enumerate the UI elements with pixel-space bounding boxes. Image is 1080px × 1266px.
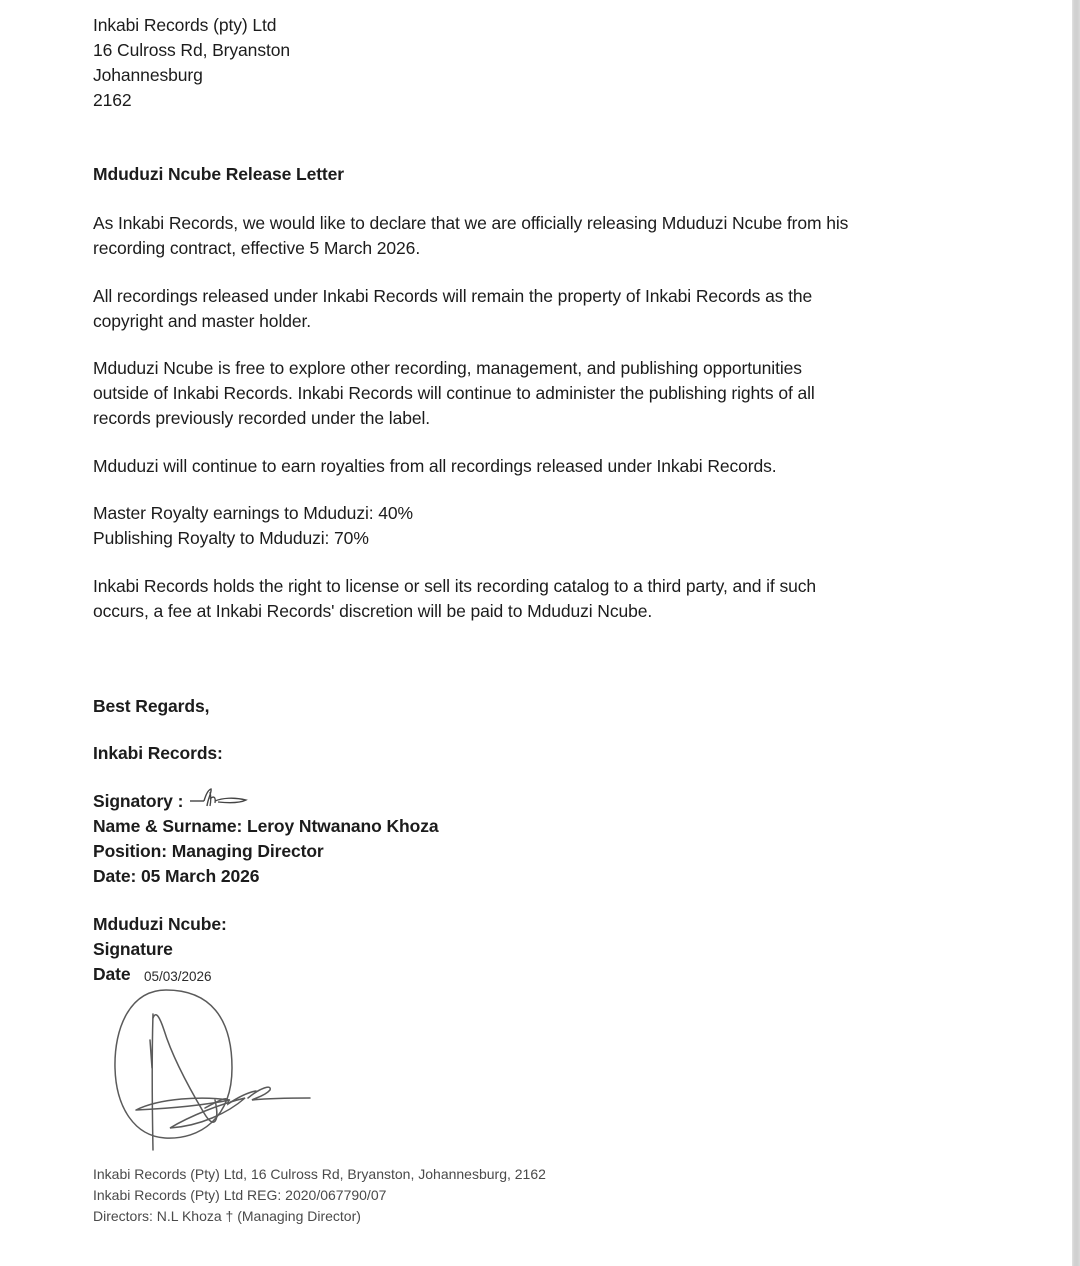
footer-directors: Directors: N.L Khoza † (Managing Director) [93, 1208, 361, 1224]
paragraph-2-line-2: copyright and master holder. [93, 311, 312, 331]
artist-signature-label: Signature [93, 939, 173, 959]
paragraph-1-line-1: As Inkabi Records, we would like to declare that we are officially releasing Mduduzi Ncube from his [93, 213, 849, 233]
paragraph-1-line-2: recording contract, effective 5 March 2026. [93, 238, 421, 258]
letterhead-postal-code: 2162 [93, 90, 132, 110]
letter-title: Mduduzi Ncube Release Letter [93, 164, 345, 184]
artist-label: Mduduzi Ncube: [93, 914, 227, 934]
signatory-label: Signatory : [93, 791, 184, 811]
paragraph-4: Mduduzi will continue to earn royalties from all recordings released under Inkabi Records. [93, 456, 777, 476]
master-royalty: Master Royalty earnings to Mduduzi: 40% [93, 503, 414, 523]
letterhead-city: Johannesburg [93, 65, 203, 85]
paragraph-3-line-1: Mduduzi Ncube is free to explore other recording, management, and publishing opportunities [93, 358, 802, 378]
artist-signature-icon [110, 988, 320, 1148]
footer-address: Inkabi Records (Pty) Ltd, 16 Culross Rd, Bryanston, Johannesburg, 2162 [93, 1166, 546, 1182]
paragraph-5-line-2: occurs, a fee at Inkabi Records' discretion will be paid to Mduduzi Ncube. [93, 601, 653, 621]
publishing-royalty: Publishing Royalty to Mduduzi: 70% [93, 528, 369, 548]
closing-company-label: Inkabi Records: [93, 743, 223, 763]
letterhead-company: Inkabi Records (pty) Ltd [93, 15, 277, 35]
signatory-position: Position: Managing Director [93, 841, 324, 861]
letterhead-street: 16 Culross Rd, Bryanston [93, 40, 290, 60]
signatory-signature-icon [188, 786, 252, 814]
closing-regards: Best Regards, [93, 696, 210, 716]
signatory-name: Name & Surname: Leroy Ntwanano Khoza [93, 816, 439, 836]
paragraph-5-line-1: Inkabi Records holds the right to license or sell its recording catalog to a third party, and if such [93, 576, 817, 596]
paragraph-2-line-1: All recordings released under Inkabi Records will remain the property of Inkabi Records as the [93, 286, 813, 306]
page-edge-scrollbar [1072, 0, 1080, 1266]
artist-date-value: 05/03/2026 [144, 969, 212, 984]
paragraph-3-line-2: outside of Inkabi Records. Inkabi Records will continue to administer the publishing rights of all [93, 383, 815, 403]
footer-registration: Inkabi Records (Pty) Ltd REG: 2020/067790/07 [93, 1187, 387, 1203]
paragraph-3-line-3: records previously recorded under the label. [93, 408, 431, 428]
signatory-date: Date: 05 March 2026 [93, 866, 260, 886]
artist-date-label: Date [93, 964, 131, 984]
